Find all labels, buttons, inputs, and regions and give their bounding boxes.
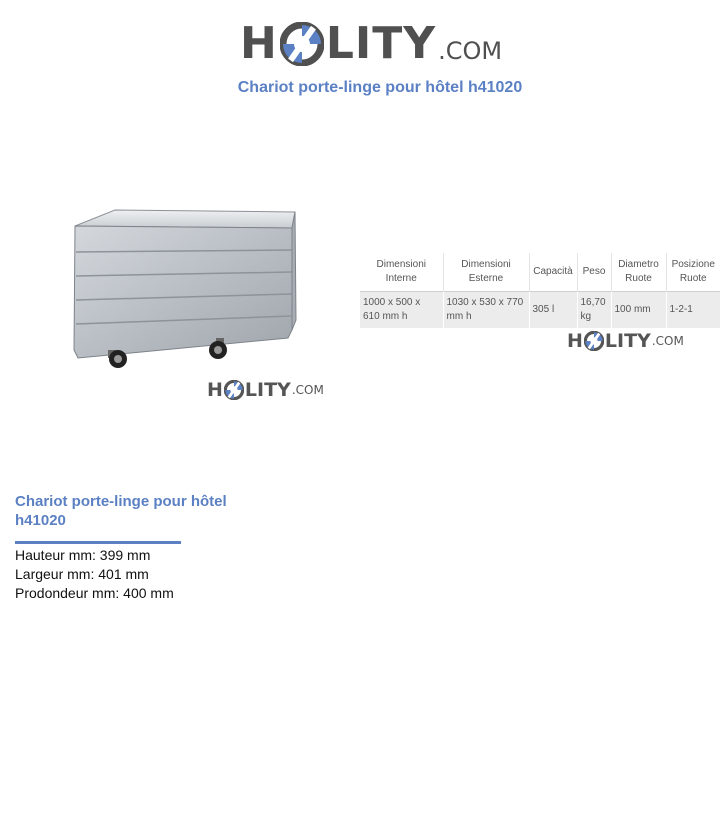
spec-table-logo: H LITY .COM xyxy=(567,330,684,352)
product-image xyxy=(20,160,340,440)
spec-table-header: Posizione Ruote xyxy=(671,258,715,284)
spec-table-header: Dimensioni Interne xyxy=(360,253,443,291)
spec-table-cell: 1000 x 500 x 610 mm h xyxy=(360,291,443,328)
product-title: Chariot porte-linge pour hôtel h41020 xyxy=(15,493,227,529)
page-title: Chariot porte-linge pour hôtel h41020 xyxy=(237,79,523,96)
logo-suffix: .COM xyxy=(438,37,503,65)
logo-o-icon xyxy=(224,380,244,400)
title-underline xyxy=(15,541,181,544)
holity-logo xyxy=(240,14,503,69)
spec-table-header-row xyxy=(360,253,720,291)
spec-table xyxy=(360,253,720,328)
spec-table-header: Peso xyxy=(577,253,611,291)
spec-table-cell: 16,70 kg xyxy=(577,291,611,328)
table-row xyxy=(360,291,720,328)
trolley-illustration xyxy=(20,160,340,380)
spec-table-cell: 100 mm xyxy=(611,291,666,328)
spec-table-cell: 1-2-1 xyxy=(666,291,720,328)
spec-table-header: Diametro Ruote xyxy=(611,253,666,291)
list-item: Largeur mm: 401 mm xyxy=(15,566,149,582)
spec-table-cell: 305 l xyxy=(529,291,577,328)
spec-table-header: Capacità xyxy=(529,253,577,291)
product-specs xyxy=(15,546,174,603)
logo-o-icon xyxy=(584,331,604,351)
spec-table-cell: 1030 x 530 x 770 mm h xyxy=(443,291,529,328)
list-item: Prodondeur mm: 400 mm xyxy=(15,585,174,601)
product-image-logo: H LITY .COM xyxy=(207,379,324,401)
logo-o-icon xyxy=(280,22,324,66)
spec-table-header: Dimensioni Esterne xyxy=(443,253,529,291)
list-item: Hauteur mm: 399 mm xyxy=(15,547,151,563)
logo-letters-lity: LITY xyxy=(325,18,437,69)
logo-letter-h: H xyxy=(240,18,278,69)
